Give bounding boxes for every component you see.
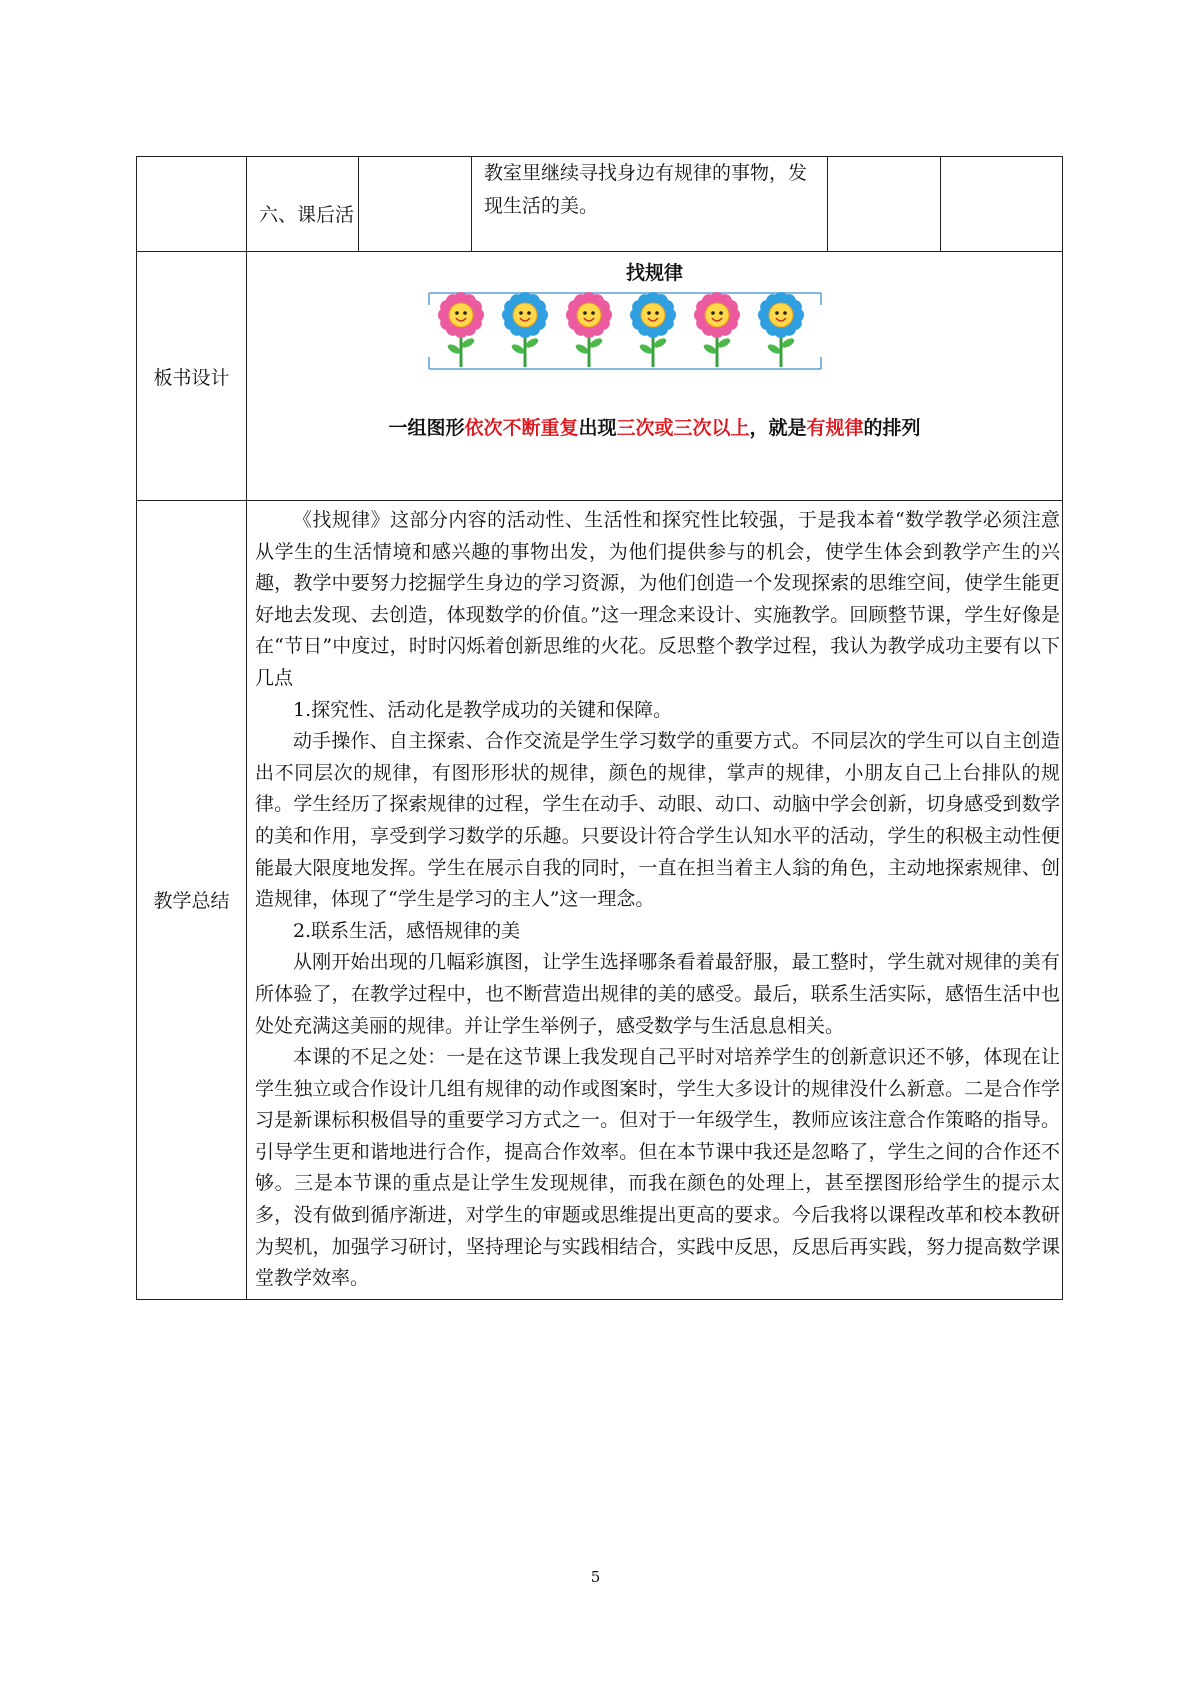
board-row — [137, 252, 1063, 501]
activity-empty-cell-3 — [941, 157, 1063, 252]
rule-part-3: 出现 — [578, 417, 617, 439]
rule-part-6: 有规律 — [806, 417, 864, 439]
rule-part-7: 的排列 — [863, 417, 921, 439]
board-title: 找规律 — [625, 262, 683, 284]
board-label: 板书设计 — [153, 366, 230, 389]
summary-point-1: 1.探究性、活动化是教学成功的关键和保障。 — [293, 698, 673, 721]
activity-empty-label-cell — [137, 157, 247, 252]
flower-pattern-image — [427, 291, 823, 371]
rule-part-4: 三次或三次以上 — [616, 417, 750, 439]
activity-stage-cell — [247, 157, 359, 252]
flower-4 — [630, 292, 676, 367]
rule-part-5: ，就是 — [749, 417, 807, 439]
rule-part-2: 依次不断重复 — [464, 417, 579, 439]
flower-pattern-svg — [427, 291, 823, 371]
activity-content-text: 教室里继续寻找身边有规律的事物，发现生活的美。 — [484, 162, 808, 217]
summary-paragraph-4: 本课的不足之处：一是在这节课上我发现自己平时对培养学生的创新意识还不够，体现在让学生独立或合作设计几组有规律的动作或图案时，学生大多设计的规律没什么新意。二是合作学习是新课标积极倡导的重要学习方式之一。但对于一年级学生，教师应该注意合作策略的指导。引导学生更和谐地进行合作，提高合作效率。但在本节课中我还是忽略了，学生之间的合作还不够。三是本节课的重点是让学生发现规律，而我在颜色的处理上，甚至摆图形给学生的提示太多，没有做到循序渐进，对学生的审题或思维提出更高的要求。今后我将以课程改革和校本教研为契机，加强学习研讨，坚持理论与实践相结合，实践中反思，反思后再实践，努力提高数学课堂教学效率。 — [255, 1046, 1060, 1290]
flower-5 — [694, 292, 740, 367]
summary-paragraph-1: 《找规律》这部分内容的活动性、生活性和探究性比较强，于是我本着“数学教学必须注意从学生的生活情境和感兴趣的事物出发，为他们提供参与的机会，使学生体会到教学产生的兴趣，教学中要努力挖掘学生身边的学习资源，为他们创造一个发现探索的思维空间，使学生能更好地去发现、去创造，体现数学的价值。”这一理念来设计、实施教学。回顾整节课，学生好像是在“节日”中度过，时时闪烁着创新思维的火花。反思整个教学过程，我认为教学成功主要有以下几点 — [255, 509, 1060, 689]
flower-3 — [566, 292, 612, 367]
rule-part-1: 一组图形 — [388, 417, 465, 439]
summary-content-cell — [247, 501, 1063, 1300]
summary-label: 教学总结 — [153, 890, 230, 913]
flower-2 — [502, 292, 548, 367]
board-content-cell — [247, 252, 1063, 501]
lesson-table-container — [136, 156, 1062, 1300]
activity-stage-label: 六、课后活 — [259, 203, 355, 226]
summary-point-2: 2.联系生活，感悟规律的美 — [293, 919, 521, 942]
summary-paragraph-3: 从刚开始出现的几幅彩旗图，让学生选择哪条看着最舒服，最工整时，学生就对规律的美有所体验了，在教学过程中，也不断营造出规律的美的感受。最后，联系生活实际，感悟生活中也处处充满这美丽的规律。并让学生举例子，感受数学与生活息息相关。 — [255, 951, 1060, 1037]
summary-row — [137, 501, 1063, 1300]
board-rule-sentence — [247, 413, 1062, 440]
activity-row — [137, 157, 1063, 252]
activity-content-cell — [472, 157, 828, 252]
summary-paragraph-2: 动手操作、自主探索、合作交流是学生学习数学的重要方式。不同层次的学生可以自主创造出不同层次的规律，有图形形状的规律，颜色的规律，掌声的规律，小朋友自己上台排队的规律。学生经历了探索规律的过程，学生在动手、动眼、动口、动脑中学会创新，切身感受到数学的美和作用，享受到学习数学的乐趣。只要设计符合学生认知水平的活动，学生的积极主动性便能最大限度地发挥。学生在展示自我的同时，一直在担当着主人翁的角色，主动地探索规律、创造规律，体现了“学生是学习的主人”这一理念。 — [255, 730, 1060, 911]
board-label-cell — [137, 252, 247, 501]
lesson-table — [136, 156, 1063, 1300]
flower-6 — [758, 292, 804, 367]
flower-1 — [438, 292, 484, 367]
activity-empty-cell-2 — [828, 157, 941, 252]
page-number: 5 — [590, 1568, 601, 1586]
summary-label-cell — [137, 501, 247, 1300]
activity-empty-cell-1 — [359, 157, 472, 252]
